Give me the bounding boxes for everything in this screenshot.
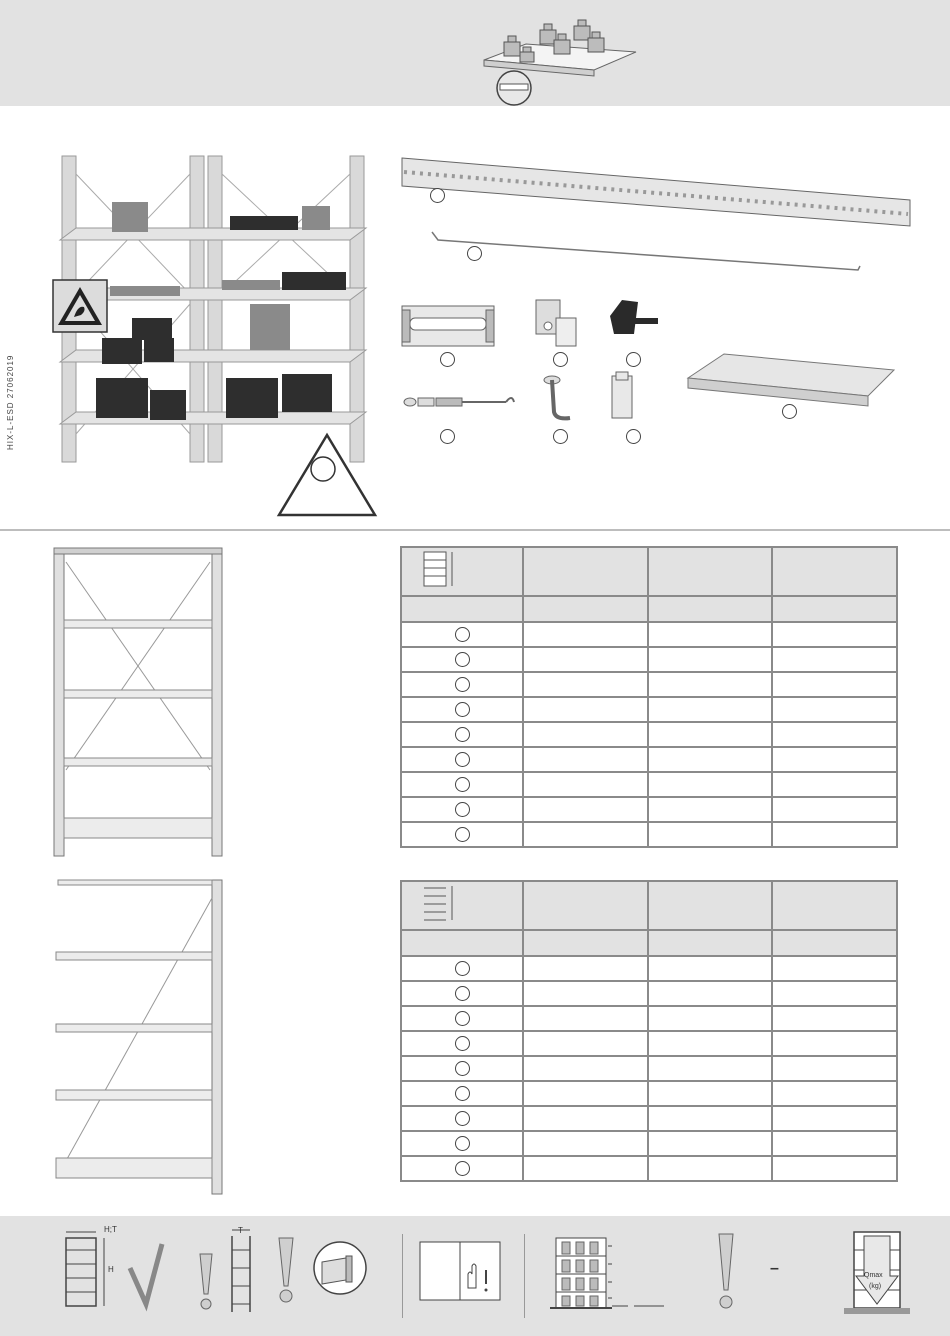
hook-part (544, 376, 570, 418)
row-number-circle (455, 1086, 470, 1101)
height-dimension-icon (402, 882, 522, 924)
connector-plate-part (402, 306, 494, 346)
clip-detail-icon (312, 1240, 368, 1296)
height-dimension-cell (401, 547, 523, 596)
esd-warning-icon (52, 279, 108, 333)
table-row (401, 1106, 897, 1131)
label-clip-part (612, 372, 632, 418)
table-row (401, 1081, 897, 1106)
top-band (0, 0, 950, 106)
table-row (401, 647, 897, 672)
h-label: H (108, 1265, 114, 1274)
part-number-circle (467, 246, 482, 261)
exclamation-icon (276, 1236, 296, 1306)
table-row (401, 797, 897, 822)
dash-icon: – (770, 1260, 779, 1277)
part-number-circle (553, 429, 568, 444)
turnbuckle-part (404, 398, 514, 406)
upright-profile-part (402, 158, 910, 226)
part-number-circle (430, 188, 445, 203)
row-number-circle (455, 727, 470, 742)
row-number-circle (455, 1061, 470, 1076)
section-separator (524, 1234, 525, 1318)
row-number-circle (455, 1036, 470, 1051)
table-row (401, 747, 897, 772)
height-dimension-icon (402, 548, 522, 590)
addon-unit-drawing (52, 878, 228, 1196)
shelf-panel-part (688, 354, 894, 406)
caution-triangle-icon (275, 431, 379, 519)
table-row (401, 1006, 897, 1031)
row-number-circle (455, 1011, 470, 1026)
part-number-circle (553, 352, 568, 367)
document-code: HIX-L-ESD 27062019 (6, 354, 15, 450)
row-number-circle (455, 752, 470, 767)
load-shelf-icon (548, 1234, 668, 1314)
row-number-circle (455, 1136, 470, 1151)
table-row (401, 672, 897, 697)
row-number-circle (455, 827, 470, 842)
floor-foot-part (610, 300, 658, 334)
table-row (401, 822, 897, 847)
table-row (401, 1131, 897, 1156)
component-parts (398, 150, 918, 440)
row-number-circle (455, 627, 470, 642)
part-number-circle (440, 429, 455, 444)
table-row (401, 772, 897, 797)
qmax-load-icon (842, 1226, 910, 1316)
row-number-circle (455, 652, 470, 667)
qmax-label: Qmax (864, 1272, 883, 1279)
dimension-check-icon (58, 1224, 178, 1314)
row-number-circle (455, 777, 470, 792)
t-label: T (238, 1226, 243, 1235)
exclamation-icon (196, 1252, 216, 1312)
shelf-load-weights-icon (476, 12, 646, 106)
row-number-circle (455, 802, 470, 817)
table-row (401, 1031, 897, 1056)
row-number-circle (455, 1111, 470, 1126)
kg-label: (kg) (869, 1283, 882, 1290)
depth-dimension-icon (226, 1226, 266, 1314)
ht-label: H;T (104, 1225, 117, 1234)
basic-unit-drawing (52, 546, 228, 858)
exclamation-icon (716, 1232, 736, 1314)
part-number-circle (626, 352, 641, 367)
manual-book-icon (418, 1240, 502, 1302)
row-number-circle (455, 702, 470, 717)
row-number-circle (455, 986, 470, 1001)
table-row (401, 722, 897, 747)
part-number-circle (626, 429, 641, 444)
table-row (401, 981, 897, 1006)
part-number-circle (782, 404, 797, 419)
table-row (401, 1156, 897, 1181)
table-row (401, 956, 897, 981)
row-number-circle (455, 1161, 470, 1176)
part-number-circle (440, 352, 455, 367)
wall-bracket-part (536, 300, 576, 346)
section-separator (402, 1234, 403, 1318)
section-divider (0, 529, 950, 531)
row-number-circle (455, 677, 470, 692)
height-dimension-cell (401, 881, 523, 930)
table-row (401, 622, 897, 647)
table-row (401, 697, 897, 722)
row-number-circle (455, 961, 470, 976)
table-row (401, 1056, 897, 1081)
basic-unit-table (400, 546, 898, 848)
cross-brace-part (432, 232, 860, 270)
addon-unit-table (400, 880, 898, 1182)
